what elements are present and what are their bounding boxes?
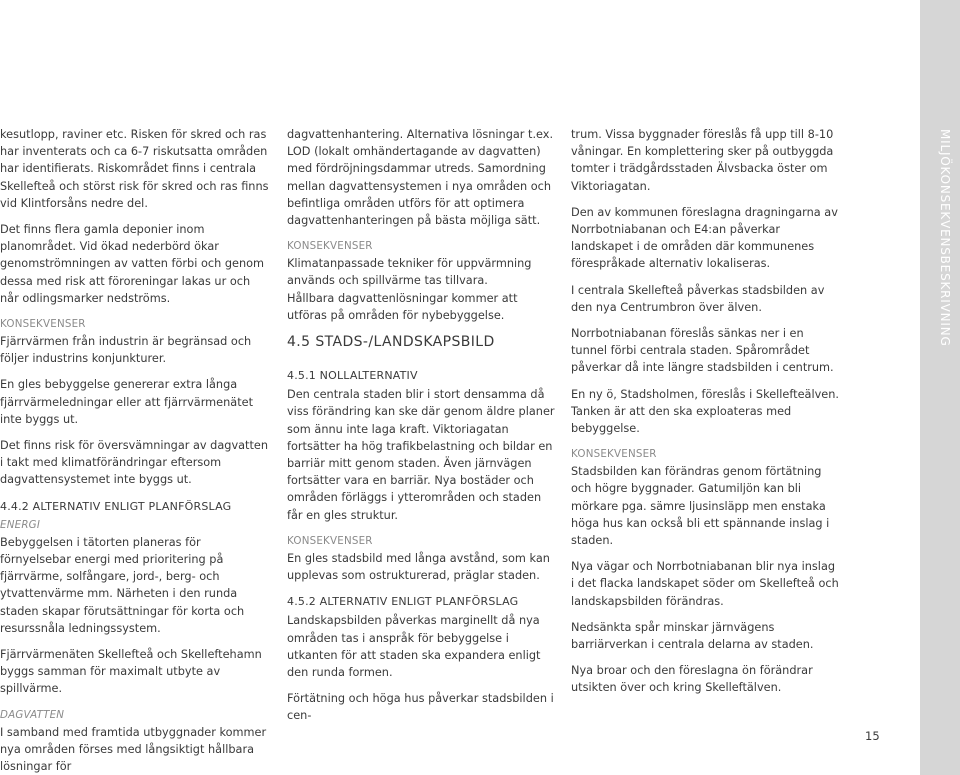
section-label-konsekvenser: KONSEKVENSER <box>0 318 86 331</box>
section-label-konsekvenser: KONSEKVENSER <box>287 534 373 547</box>
paragraph: Fjärrvärmen från industrin är begränsad och följer industrins konjunkturer. <box>0 335 252 366</box>
section-label-konsekvenser: KONSEKVENSER <box>287 240 373 253</box>
paragraph: Klimatanpassade tekniker för uppvärmning används och spillvärme tas tillvara. <box>287 257 532 288</box>
paragraph: Norrbotniabanan föreslås sänkas ner i en tunnel förbi centrala staden. Spårområdet påverkar då inte längre stadsbilden i centrum. <box>571 327 834 375</box>
section-label-energi: ENERGI <box>0 518 41 531</box>
paragraph: kesutlopp, raviner etc. Risken för skred och ras har inventerats och ca 6-7 riskutsatta områden har identifierats. Riskområdet finns i centrala Skellefteå och störst risk för skred och ras finns vid Klintforsåns nedre del. <box>0 128 269 210</box>
heading-4-5: 4.5 STADS-/LANDSKAPSBILD <box>287 334 495 351</box>
paragraph: dagvattenhantering. Alternativa lösningar t.ex. LOD (lokalt omhändertagande av dagvatten) med fördröjningsdammar utreds. Samordning mellan dagvattensystemen i nya områden och befintliga områden utförs för att optimera dagvattenhanteringen på bästa möjliga sätt. <box>287 128 554 228</box>
paragraph: Nya vägar och Norrbotniabanan blir nya inslag i det flacka landskapet söder om Skellefteå och landskapsbilden förändras. <box>571 560 839 608</box>
text-column-left <box>0 126 272 775</box>
paragraph: trum. Vissa byggnader föreslås få upp till 8-10 våningar. En komplettering sker på outbyggda tomter i trädgårdsstaden Älvsbacka öster om Viktoriagatan. <box>571 128 834 193</box>
section-label-dagvatten: DAGVATTEN <box>0 708 65 721</box>
paragraph: Nya broar och den föreslagna ön förändrar utsikten över och kring Skelleftälven. <box>571 664 813 695</box>
text-column-right <box>571 126 840 697</box>
paragraph: Bebyggelsen i tätorten planeras för förnyelsebar energi med prioritering på fjärrvärme, solfångare, jord-, berg- och ytvattenvärme mm. Närheten i den runda staden skapar förutsättningar för korta och resurssnåla ledningssystem. <box>0 535 245 635</box>
heading-4-5-2: 4.5.2 ALTERNATIV ENLIGT PLANFÖRSLAG <box>287 595 519 609</box>
paragraph: Hållbara dagvattenlösningar kommer att utföras på områden för nybebyggelse. <box>287 291 518 322</box>
paragraph: Fjärrvärmenäten Skellefteå och Skelleftehamn byggs samman för maximalt utbyte av spillvärme. <box>0 648 262 696</box>
chapter-sidebar <box>920 0 960 775</box>
heading-4-5-1: 4.5.1 NOLLALTERNATIV <box>287 369 418 383</box>
paragraph: En gles bebyggelse genererar extra långa fjärrvärmeledningar eller att fjärrvärmenätet inte byggs ut. <box>0 378 253 426</box>
paragraph: Det finns flera gamla deponier inom planområdet. Vid ökad nederbörd ökar genomströmningen av vatten förbi och genom dessa med risk att föroreningar lakas ur och når odlingsmarker nedströms. <box>0 223 265 305</box>
paragraph: Stadsbilden kan förändras genom förtätning och högre byggnader. Gatumiljön kan bli mörkare pga. sämre ljusinsläpp men enstaka höga hus kan också bli ett spännande inslag i staden. <box>571 465 830 548</box>
section-label-konsekvenser: KONSEKVENSER <box>571 448 657 461</box>
paragraph: Förtätning och höga hus påverkar stadsbilden i cen- <box>287 692 554 723</box>
sidebar-title: MILJÖKONSEKVENSBESKRIVNING <box>938 129 952 347</box>
paragraph: I samband med framtida utbyggnader kommer nya områden förses med långsiktigt hållbara lösningar för <box>0 725 267 774</box>
paragraph: Den av kommunen föreslagna dragningarna av Norrbotniabanan och E4:an påverkar landskapet i de områden där kommunenes förespråkade alternativ lokaliseras. <box>571 205 838 271</box>
paragraph: I centrala Skellefteå påverkas stadsbilden av den nya Centrumbron över älven. <box>571 283 825 314</box>
paragraph: Landskapsbilden påverkas marginellt då nya områden tas i anspråk för bebyggelse i utkanten för att staden ska expandera enligt den runda formen. <box>287 614 541 680</box>
heading-4-4-2: 4.4.2 ALTERNATIV ENLIGT PLANFÖRSLAG <box>0 499 232 513</box>
text-column-middle <box>287 126 555 725</box>
paragraph: En gles stadsbild med långa avstånd, som kan upplevas som ostrukturerad, präglar staden. <box>287 551 550 583</box>
page-number: 15 <box>865 729 880 743</box>
paragraph: Den centrala staden blir i stort densamma då viss förändring kan ske där genom äldre planer som ännu inte laga kraft. Viktoriagatan fortsätter ha hög trafikbelastning och bildar en barriär mitt genom staden. Även järnvägen fortsätter vara en barriär. Nya bostäder och områden förläggs i ytterområden och staden får en gles struktur. <box>287 388 555 522</box>
paragraph: Nedsänkta spår minskar järnvägens barriärverkan i centrala delarna av staden. <box>571 620 814 652</box>
paragraph: Det finns risk för översvämningar av dagvatten i takt med klimatförändringar eftersom dagvattensystemet inte byggs ut. <box>0 439 269 487</box>
paragraph: En ny ö, Stadsholmen, föreslås i Skellefteälven. Tanken är att den ska exploateras med bebyggelse. <box>571 387 839 436</box>
